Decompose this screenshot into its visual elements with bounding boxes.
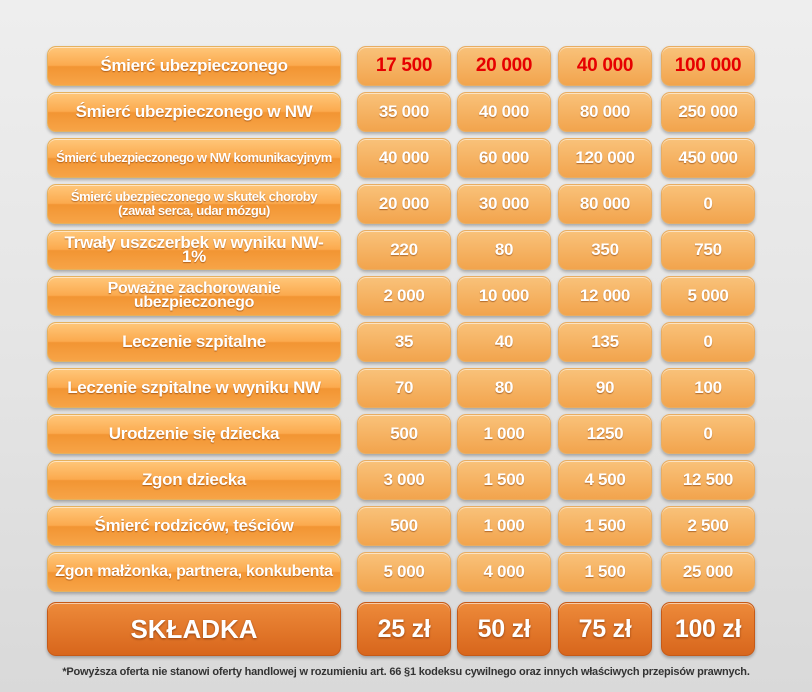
value-cell: 30 000 <box>457 184 551 224</box>
row-label <box>47 184 341 224</box>
table-row <box>47 414 757 454</box>
value-cell: 2 000 <box>357 276 451 316</box>
premium-value: 100 zł <box>661 602 755 656</box>
table-row <box>47 276 757 316</box>
value-cell: 90 <box>558 368 652 408</box>
value-cell: 70 <box>357 368 451 408</box>
value-cell: 220 <box>357 230 451 270</box>
value-cell: 80 <box>457 230 551 270</box>
row-label: Śmierć rodziców, teściów <box>47 506 341 546</box>
value-cell: 35 <box>357 322 451 362</box>
value-cell: 500 <box>357 506 451 546</box>
row-label: Zgon dziecka <box>47 460 341 500</box>
value-cell: 1 000 <box>457 506 551 546</box>
value-cell: 5 000 <box>357 552 451 592</box>
value-cell: 100 <box>661 368 755 408</box>
value-cell: 2 500 <box>661 506 755 546</box>
value-cell: 120 000 <box>558 138 652 178</box>
value-cell: 10 000 <box>457 276 551 316</box>
value-cell: 450 000 <box>661 138 755 178</box>
value-cell: 12 500 <box>661 460 755 500</box>
value-cell: 80 <box>457 368 551 408</box>
value-cell: 20 000 <box>357 184 451 224</box>
row-label: Śmierć ubezpieczonego <box>47 46 341 86</box>
value-cell: 0 <box>661 414 755 454</box>
premium-value: 25 zł <box>357 602 451 656</box>
row-label: Poważne zachorowanie ubezpieczonego <box>47 276 341 316</box>
value-cell: 1 500 <box>558 552 652 592</box>
premium-value: 50 zł <box>457 602 551 656</box>
value-cell: 25 000 <box>661 552 755 592</box>
value-cell: 3 000 <box>357 460 451 500</box>
variant-1-sum: 17 500 <box>357 46 451 86</box>
value-cell: 4 500 <box>558 460 652 500</box>
row-label: Leczenie szpitalne <box>47 322 341 362</box>
value-cell: 60 000 <box>457 138 551 178</box>
table-row-header <box>47 46 757 86</box>
row-label: Leczenie szpitalne w wyniku NW <box>47 368 341 408</box>
table-row <box>47 552 757 592</box>
value-cell: 5 000 <box>661 276 755 316</box>
table-row <box>47 322 757 362</box>
variant-3-sum: 40 000 <box>558 46 652 86</box>
value-cell: 4 000 <box>457 552 551 592</box>
table-row <box>47 368 757 408</box>
table-row <box>47 138 757 178</box>
value-cell: 40 000 <box>457 92 551 132</box>
value-cell: 40 <box>457 322 551 362</box>
table-row <box>47 230 757 270</box>
variant-2-sum: 20 000 <box>457 46 551 86</box>
value-cell: 12 000 <box>558 276 652 316</box>
value-cell: 1 500 <box>558 506 652 546</box>
table-row <box>47 506 757 546</box>
value-cell: 135 <box>558 322 652 362</box>
row-label: Śmierć ubezpieczonego w NW komunikacyjnym <box>47 138 341 178</box>
value-cell: 1 500 <box>457 460 551 500</box>
value-cell: 250 000 <box>661 92 755 132</box>
value-cell: 750 <box>661 230 755 270</box>
value-cell: 80 000 <box>558 184 652 224</box>
row-label-line-1: Śmierć ubezpieczonego w skutek choroby <box>70 189 318 204</box>
value-cell: 0 <box>661 184 755 224</box>
table-row <box>47 92 757 132</box>
value-cell: 1 000 <box>457 414 551 454</box>
row-label: Śmierć ubezpieczonego w NW <box>47 92 341 132</box>
table-row <box>47 460 757 500</box>
row-label-line-2: (zawał serca, udar mózgu) <box>118 203 270 218</box>
value-cell: 500 <box>357 414 451 454</box>
value-cell: 350 <box>558 230 652 270</box>
variant-4-sum: 100 000 <box>661 46 755 86</box>
value-cell: 1250 <box>558 414 652 454</box>
row-label: Zgon małżonka, partnera, konkubenta <box>47 552 341 592</box>
table-row-premium <box>47 602 757 656</box>
row-label: Urodzenie się dziecka <box>47 414 341 454</box>
value-cell: 40 000 <box>357 138 451 178</box>
row-label: Trwały uszczerbek w wyniku NW- 1% <box>47 230 341 270</box>
value-cell: 0 <box>661 322 755 362</box>
premium-label: SKŁADKA <box>47 602 341 656</box>
premium-value: 75 zł <box>558 602 652 656</box>
footnote: *Powyższa oferta nie stanowi oferty handlowej w rozumieniu art. 66 §1 kodeksu cywilnego oraz innych właściwych przepisów prawnych. <box>62 666 750 678</box>
value-cell: 35 000 <box>357 92 451 132</box>
table-row <box>47 184 757 224</box>
value-cell: 80 000 <box>558 92 652 132</box>
